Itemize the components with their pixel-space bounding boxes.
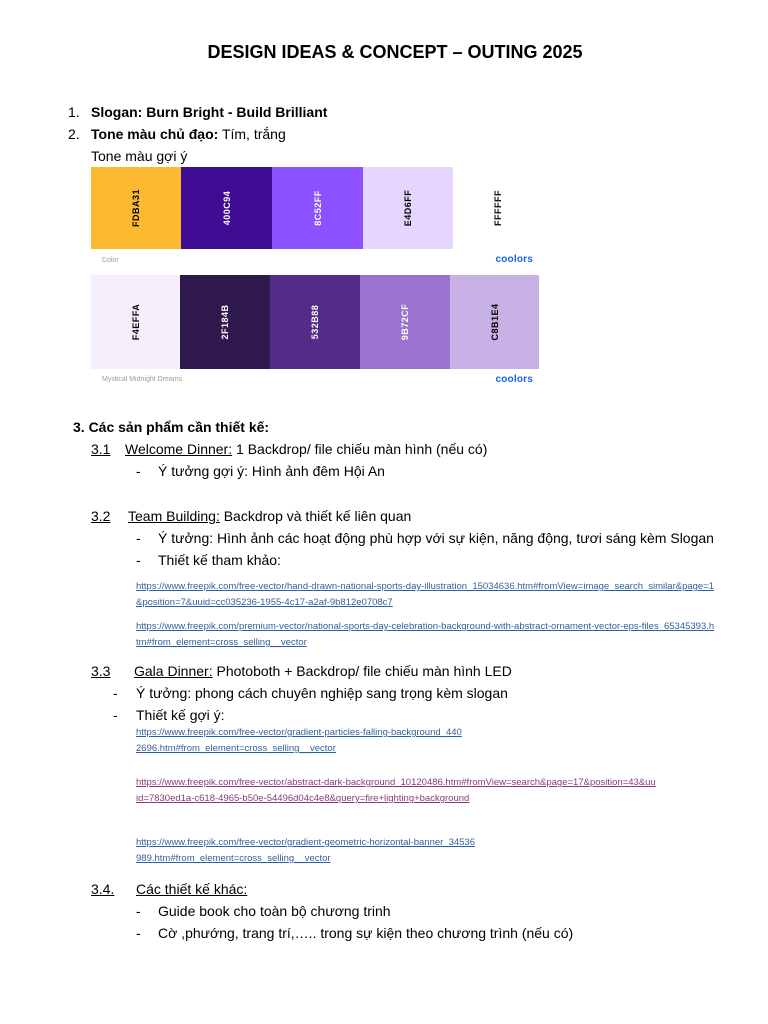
section-3-2-desc: Backdrop và thiết kế liên quan <box>219 508 412 524</box>
swatch-hex-code: F4EFFA <box>130 303 141 341</box>
section-3-2-number: 3.2 <box>91 508 111 524</box>
bullet-dash: - <box>136 925 141 941</box>
color-swatch <box>91 275 180 369</box>
slogan-text: Slogan: Burn Bright - Build Brilliant <box>91 104 328 120</box>
swatch-hex-code: C8B1E4 <box>489 303 500 341</box>
section-3-4-number: 3.4. <box>91 881 115 897</box>
bullet-dash: - <box>136 463 141 479</box>
section-3-1-title: Welcome Dinner: <box>125 441 233 457</box>
swatch-hex-code: 532B88 <box>310 304 320 340</box>
color-swatch <box>450 275 539 369</box>
reference-link[interactable]: https://www.freepik.com/free-vector/gradient-particles-falling-background_4402696.htm#from_element=cross_selling__vector <box>136 727 462 754</box>
section-3-2-line <box>128 507 411 525</box>
section-3-heading: 3. Các sản phẩm cần thiết kế: <box>73 419 270 435</box>
bullet-text: Cờ ,phướng, trang trí,….. trong sự kiện theo chương trình (nếu có) <box>158 925 574 941</box>
section-3-4-title: Các thiết kế khác: <box>136 881 248 897</box>
color-palette-1 <box>91 167 543 267</box>
reference-link[interactable]: https://www.freepik.com/premium-vector/national-sports-day-celebration-background-with-abstract-ornament-vector-eps-files_65345393.htm#from_element=cross_selling__vector <box>136 621 715 648</box>
tone-label: Tone màu chủ đạo: <box>91 126 219 142</box>
section-3-3-number: 3.3 <box>91 663 111 679</box>
swatch-hex-code: FDBA31 <box>131 188 141 228</box>
color-swatch <box>272 167 363 249</box>
reference-link[interactable]: https://www.freepik.com/free-vector/abstract-dark-background_10120486.htm#fromView=search&page=17&position=43&uuid=7830ed1a-c618-4965-b50e-54496d04c4e8&query=fire+lighting+background <box>136 777 656 804</box>
section-3-2-title: Team Building: <box>128 508 220 524</box>
bullet-dash: - <box>113 707 118 723</box>
color-swatch <box>91 167 181 249</box>
color-swatch <box>181 167 272 249</box>
section-3-1-number: 3.1 <box>91 441 111 457</box>
bullet-text: Ý tưởng: phong cách chuyên nghiệp sang trọng kèm slogan <box>136 685 508 701</box>
tone-value: Tím, trắng <box>218 126 286 142</box>
tone-line <box>91 125 286 143</box>
swatch-hex-code: 2F184B <box>220 304 230 340</box>
section-3-3-title: Gala Dinner: <box>134 663 213 679</box>
palette-label: Mystical Midnight Dreams <box>102 376 183 383</box>
section-3-1-desc: 1 Backdrop/ file chiếu màn hình (nếu có) <box>232 441 488 457</box>
list-number-2: 2. <box>68 126 80 142</box>
bullet-text: Guide book cho toàn bộ chương trinh <box>158 903 391 919</box>
color-swatch <box>453 167 543 249</box>
document-title: DESIGN IDEAS & CONCEPT – OUTING 2025 <box>207 42 583 62</box>
section-3-1-line <box>125 440 487 458</box>
coolors-logo: coolors <box>495 374 533 385</box>
tone-suggestion-label: Tone màu gợi ý <box>91 148 188 164</box>
bullet-text: Ý tưởng: Hình ảnh các hoạt động phù hợp với sự kiện, năng động, tươi sáng kèm Slogan <box>158 530 714 546</box>
bullet-text: Ý tưởng gợi ý: Hình ảnh đêm Hội An <box>158 463 385 479</box>
swatch-hex-code: FFFFFF <box>493 190 503 226</box>
palette-label: Color <box>102 257 119 264</box>
reference-link[interactable]: https://www.freepik.com/free-vector/gradient-geometric-horizontal-banner_34536989.htm#from_element=cross_selling__vector <box>136 837 475 864</box>
swatch-hex-code: 400C94 <box>221 190 232 226</box>
color-swatch <box>360 275 450 369</box>
swatch-hex-code: E4D6FF <box>403 189 413 227</box>
section-3-3-line <box>134 662 512 680</box>
color-swatch <box>180 275 270 369</box>
bullet-dash: - <box>136 530 141 546</box>
bullet-text: Thiết kế gợi ý: <box>136 707 225 723</box>
bullet-dash: - <box>113 685 118 701</box>
swatch-hex-code: 8C52FF <box>312 190 323 226</box>
bullet-dash: - <box>136 552 141 568</box>
color-swatch <box>270 275 360 369</box>
bullet-dash: - <box>136 903 141 919</box>
reference-link[interactable]: https://www.freepik.com/free-vector/hand-drawn-national-sports-day-illustration_15034636.htm#fromView=image_search_similar&page=1&position=7&uuid=cc035236-1955-4c17-a2af-9b812e0708c7 <box>136 581 715 608</box>
bullet-text: Thiết kế tham khảo: <box>158 552 281 568</box>
color-swatch <box>363 167 453 249</box>
section-3-3-desc: Photoboth + Backdrop/ file chiếu màn hình LED <box>212 663 512 679</box>
color-palette-2 <box>91 275 543 391</box>
coolors-logo: coolors <box>495 254 533 265</box>
list-number-1: 1. <box>68 104 80 120</box>
swatch-hex-code: 9B72CF <box>400 303 410 341</box>
